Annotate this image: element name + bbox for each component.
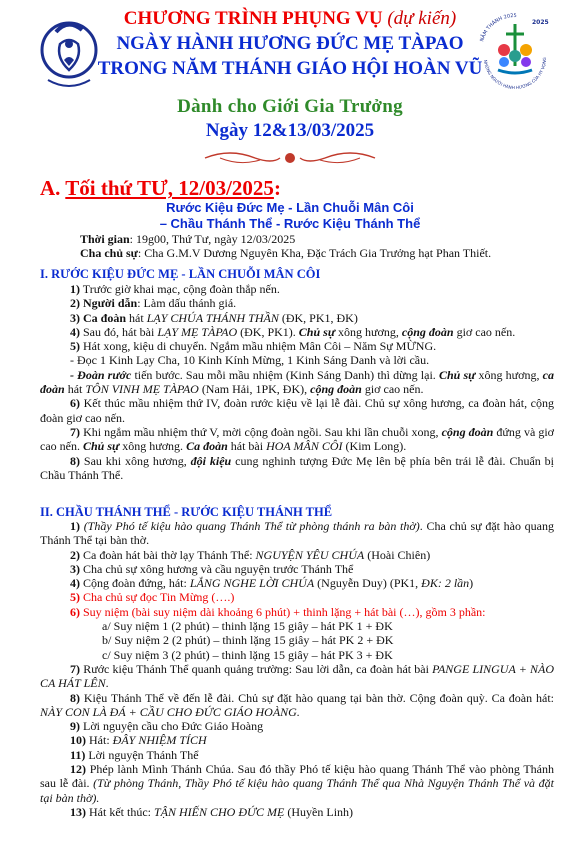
audience-title: Dành cho Giới Gia Trưởng xyxy=(177,96,403,117)
part-2-heading: II. CHẦU THÁNH THỂ - RƯỚC KIỆU THÁNH THỂ xyxy=(40,505,333,519)
list-item: - Đoàn rước tiến bước. Sau mỗi mầu nhiệm (Kinh Sáng Danh) thì dừng lại. Chủ sự xông hương, ca đoàn hát TÔN VINH MẸ TÀPAO (Nam Hải, 1PK, ĐK), cộng đoàn giơ cao nến. xyxy=(40,367,554,397)
date-title: Ngày 12&13/03/2025 xyxy=(205,120,375,141)
list-item: 8) Sau khi xông hương, đội kiệu cung nghinh tượng Đức Mẹ lên bệ phía bên trái lễ đài. Chuẩn bị Chầu Thánh Thể. xyxy=(40,453,555,482)
part-2-list xyxy=(40,519,554,819)
list-item: 5) Cha chủ sự đọc Tin Mừng (….) xyxy=(70,590,235,605)
list-item: 7) Khi ngắm mầu nhiệm thứ V, mời cộng đoàn ngồi. Sau khi lần chuỗi xong, cộng đoàn đứng và giơ cao nến. Chủ sự xông hương. Ca đoàn hát bài HOA MÂN CÔI (Kim Long). xyxy=(40,424,554,454)
program-title: CHƯƠNG TRÌNH PHỤNG VỤ (dự kiến) xyxy=(123,8,457,29)
section-a-subtitle-2: – Chầu Thánh Thể - Rước Kiệu Thánh Thể xyxy=(159,216,421,231)
part-1-list xyxy=(40,282,554,482)
list-item: 3) Ca đoàn hát LẠY CHÚA THÁNH THẦN (ĐK, PK1, ĐK) xyxy=(70,310,358,325)
part-1-heading: I. RƯỚC KIỆU ĐỨC MẸ - LẦN CHUỖI MÂN CÔI xyxy=(40,267,321,281)
section-a-subtitle: Rước Kiệu Đức Mẹ - Lần Chuỗi Mân Côi xyxy=(166,200,414,215)
header xyxy=(0,0,580,175)
list-item: 7) Rước kiệu Thánh Thể quanh quảng trường: Sau lời dẫn, ca đoàn hát bài PANGE LINGUA + NÀO CA HÁT LÊN. xyxy=(40,661,555,691)
section-a-title: A. Tối thứ TƯ, 12/03/2025: xyxy=(40,176,281,200)
list-item: b/ Suy niệm 2 (2 phút) – thinh lặng 15 giây – hát PK 2 + ĐK xyxy=(102,633,394,648)
list-item: 5) Hát xong, kiệu di chuyển. Ngắm mầu nhiệm Mân Côi – Năm Sự MỪNG. xyxy=(70,339,437,354)
ornament-divider-icon xyxy=(200,146,380,170)
celebrant-line: Cha chủ sự: Cha G.M.V Dương Nguyên Kha, Đặc Trách Gia Trưởng hạt Phan Thiết. xyxy=(80,246,492,260)
list-item: 8) Kiệu Thánh Thể về đến lễ đài. Chủ sự đặt hào quang tại bàn thờ. Cộng đoàn quỳ. Ca đoàn hát: NÀY CON LÀ ĐÁ + CẦU CHO ĐỨC GIÁO HOÀNG. xyxy=(40,690,554,719)
list-item: 3) Cha chủ sự xông hương và cầu nguyện trước Thánh Thể xyxy=(70,561,354,576)
svg-text:NĂM THÁNH 2025: NĂM THÁNH 2025 xyxy=(479,12,517,43)
pilgrimage-title: NGÀY HÀNH HƯƠNG ĐỨC MẸ TÀPAO xyxy=(116,33,464,54)
list-item: 6) Suy niệm (bài suy niệm dài khoảng 6 phút) + thinh lặng + hát bài (…), gồm 3 phần: xyxy=(70,604,486,619)
jubilee-title: TRONG NĂM THÁNH GIÁO HỘI HOÀN VŨ xyxy=(97,58,483,79)
svg-text:NHỮNG NGƯỜI HÀNH HƯƠNG CỦA HY: NHỮNG NGƯỜI HÀNH HƯƠNG CỦA HY VỌNG xyxy=(483,57,548,90)
list-item: 12) Phép lành Mình Thánh Chúa. Sau đó thầy Phó tế kiệu hào quang Thánh Thể vào phòng Thánh sau lễ đài. (Từ phòng Thánh, Thầy Phó tế kiệu hào quang Thánh Thể qua Nhà Nguyện Thánh Thể và đặt tại bàn thờ). xyxy=(40,762,554,805)
list-item: 2) Người dẫn: Làm dấu thánh giá. xyxy=(70,296,237,311)
svg-text:2025: 2025 xyxy=(532,19,549,26)
list-item: 4) Sau đó, hát bài LẠY MẸ TÀPAO (ĐK, PK1). Chủ sự xông hương, cộng đoàn giơ cao nến. xyxy=(70,324,516,339)
list-item: 13) Hát kết thúc: TẬN HIẾN CHO ĐỨC MẸ (Huyền Linh) xyxy=(70,804,354,819)
list-item: 10) Hát: ĐÂY NHIỆM TÍCH xyxy=(70,733,207,748)
list-item: a/ Suy niệm 1 (2 phút) – thinh lặng 15 giây – hát PK 1 + ĐK xyxy=(102,619,393,634)
list-item: 9) Lời nguyện cầu cho Đức Giáo Hoàng xyxy=(70,719,264,734)
time-line: Thời gian: 19g00, Thứ Tư, ngày 12/03/2025 xyxy=(80,232,296,246)
jubilee-2025-logo-icon xyxy=(474,10,556,90)
list-item: - Đọc 1 Kinh Lạy Cha, 10 Kinh Kính Mừng, 1 Kinh Sáng Danh và lời cầu. xyxy=(70,353,430,368)
list-item: 1) (Thầy Phó tế kiệu hào quang Thánh Thể từ phòng thánh ra bàn thờ). Cha chủ sự đặt hào quang Thánh Thể tại bàn thờ. xyxy=(40,519,554,548)
list-item: 4) Cộng đoàn đứng, hát: LẮNG NGHE LỜI CHÚA (Nguyễn Duy) (PK1, ĐK: 2 lần) xyxy=(70,576,474,591)
list-item: c/ Suy niệm 3 (2 phút) – thinh lặng 15 giây – hát PK 3 + ĐK xyxy=(102,647,393,662)
list-item: 11) Lời nguyện Thánh Thể xyxy=(70,747,199,762)
list-item: 2) Ca đoàn hát bài thờ lạy Thánh Thể: NGUYỆN YÊU CHÚA (Hoài Chiên) xyxy=(70,547,431,562)
list-item: 6) Kết thúc mầu nhiệm thứ IV, đoàn rước kiệu về lại lễ đài. Chủ sự xông hương, ca đoàn hát, cộng đoàn giơ cao nến. xyxy=(40,396,555,425)
list-item: 1) Trước giờ khai mạc, cộng đoàn thắp nến. xyxy=(70,282,280,296)
